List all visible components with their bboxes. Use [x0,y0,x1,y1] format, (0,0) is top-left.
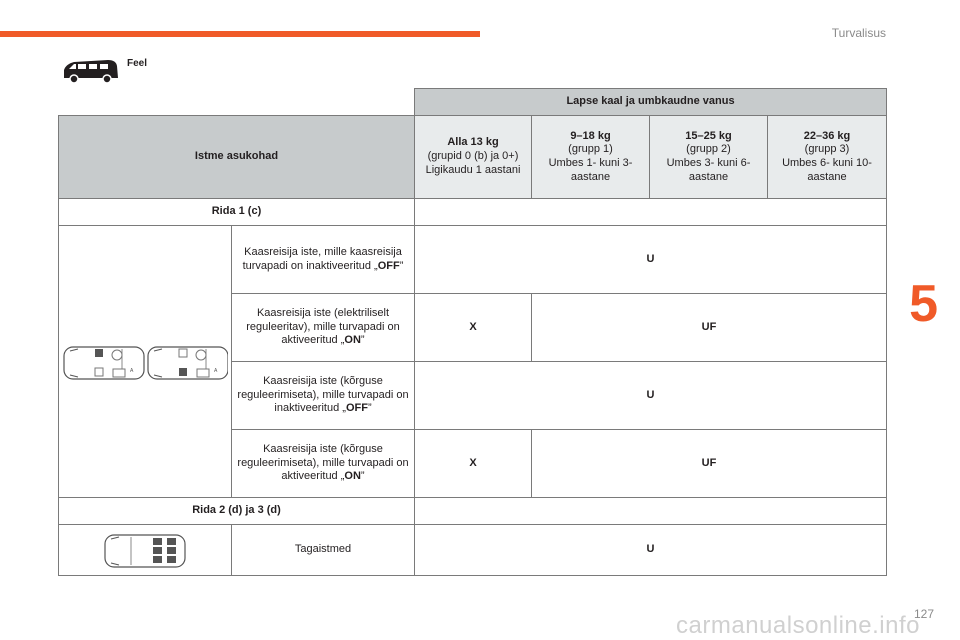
seat-value: U [415,226,887,294]
seat-header: Istme asukohad [59,116,415,199]
row2-title: Rida 2 (d) ja 3 (d) [59,498,415,525]
seat-value: X [415,430,532,498]
seat-description: Kaasreisija iste (kõrguse reguleerimiseta), mille turvapadi on aktiveeritud „ON” [232,430,415,498]
seat-description: Tagaistmed [232,525,415,576]
seat-value: U [415,525,887,576]
column-header-0: Alla 13 kg (grupid 0 (b) ja 0+) Ligikaudu 1 aastani [415,116,532,199]
column-header-1: 9–18 kg (grupp 1) Umbes 1- kuni 3-aastane [532,116,650,199]
rear-seat-diagram-icon [103,529,187,571]
column-header-2: 15–25 kg (grupp 2) Umbes 3- kuni 6-aastane [650,116,768,199]
model-label: Feel [127,58,148,69]
watermark: carmanualsonline.info [676,612,920,639]
column-header-3: 22–36 kg (grupp 3) Umbes 6- kuni 10-aastane [768,116,887,199]
seat-value: X [415,294,532,362]
seat-value: UF [532,294,887,362]
front-seat-diagram [59,226,232,498]
seat-value: U [415,362,887,430]
child-seat-table [58,88,887,576]
svg-text:A: A [130,367,134,374]
chapter-color-bar [0,31,480,37]
seat-description: Kaasreisija iste (kõrguse reguleerimiseta), mille turvapadi on inaktiveeritud „OFF” [232,362,415,430]
seat-value: UF [532,430,887,498]
seat-description: Kaasreisija iste (elektriliselt reguleeritav), mille turvapadi on aktiveeritud „ON” [232,294,415,362]
section-title: Turvalisus [831,26,886,40]
rear-seat-diagram [59,525,232,576]
group-header: Lapse kaal ja umbkaudne vanus [415,89,887,116]
row1-title: Rida 1 (c) [59,199,415,226]
front-seat-diagram-icon [62,341,228,383]
svg-text:A: A [214,367,218,374]
van-icon [60,56,120,86]
seat-description: Kaasreisija iste, mille kaasreisija turvapadi on inaktiveeritud „OFF” [232,226,415,294]
chapter-number: 5 [909,275,938,333]
page-number: 127 [913,607,934,621]
